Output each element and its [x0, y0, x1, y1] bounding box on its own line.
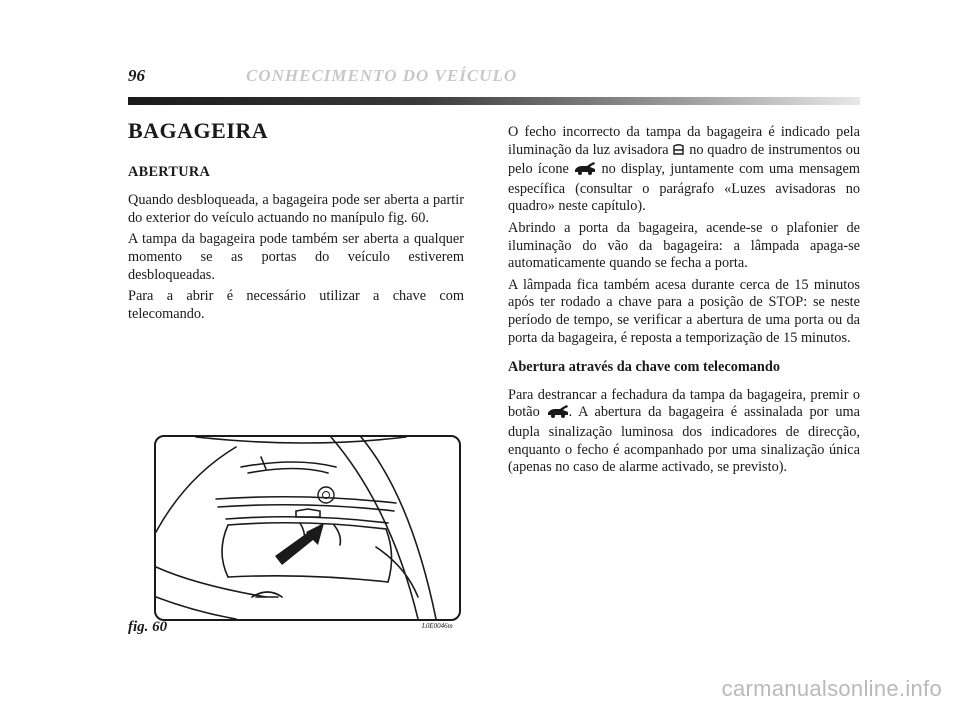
left-column [128, 118, 464, 327]
paragraph: Para a abrir é necessário utilizar a chave com telecomando. [128, 288, 464, 322]
right-column [508, 124, 860, 481]
section-title: BAGAGEIRA [128, 118, 269, 143]
figure-code: L0E0046m [422, 622, 453, 630]
paragraph: A tampa da bagageira pode também ser aberta a qualquer momento se as portas do veículo estiverem desbloqueadas. [128, 231, 464, 283]
header-rule [128, 97, 860, 105]
page-number: 96 [128, 66, 145, 85]
paragraph: Quando desbloqueada, a bagageira pode ser aberta a partir do exterior do veículo actuando no manípulo fig. 60. [128, 192, 464, 226]
car-trunk-open-icon [547, 405, 569, 424]
figure-image [154, 435, 461, 621]
trunk-open-warning-icon [672, 143, 685, 162]
arrow-icon [275, 523, 324, 565]
car-trunk-open-icon [574, 162, 596, 181]
figure-caption: fig. 60 [128, 619, 168, 635]
watermark: carmanualsonline.info [721, 676, 942, 701]
paragraph: Abrindo a porta da bagageira, acende-se o plafonier de iluminação do vão da bagageira: a lâmpada apaga-se automaticamente quando se fecha a porta. [508, 219, 860, 272]
paragraph: Para destrancar a fechadura da tampa da bagageira, premir o botão . A abertura da bagageira é assinalada por uma dupla sinalização luminosa dos indicadores de direcção, enquanto o fecho é acompanhado por uma sinalização única (apenas no caso de alarme activado, se previsto). [508, 386, 860, 476]
subheading: Abertura através da chave com telecomando [508, 359, 780, 376]
paragraph: A lâmpada fica também acesa durante cerca de 15 minutos após ter rodado a chave para a posição de STOP: se neste período de tempo, se verificar a abertura de uma porta ou da porta da bagageira, é reposta a temporização de 15 minutos. [508, 276, 860, 346]
running-title: CONHECIMENTO DO VEÍCULO [246, 66, 518, 85]
subsection-title: ABERTURA [128, 163, 211, 180]
paragraph: O fecho incorrecto da tampa da bagageira é indicado pela iluminação da luz avisadora no quadro de instrumentos ou pelo ícone no display, juntamente com uma mensagem específica (consultar o parágrafo «Luzes avisadoras no quadro» neste capítulo). [508, 124, 861, 215]
trunk-handle-illustration [156, 437, 459, 619]
